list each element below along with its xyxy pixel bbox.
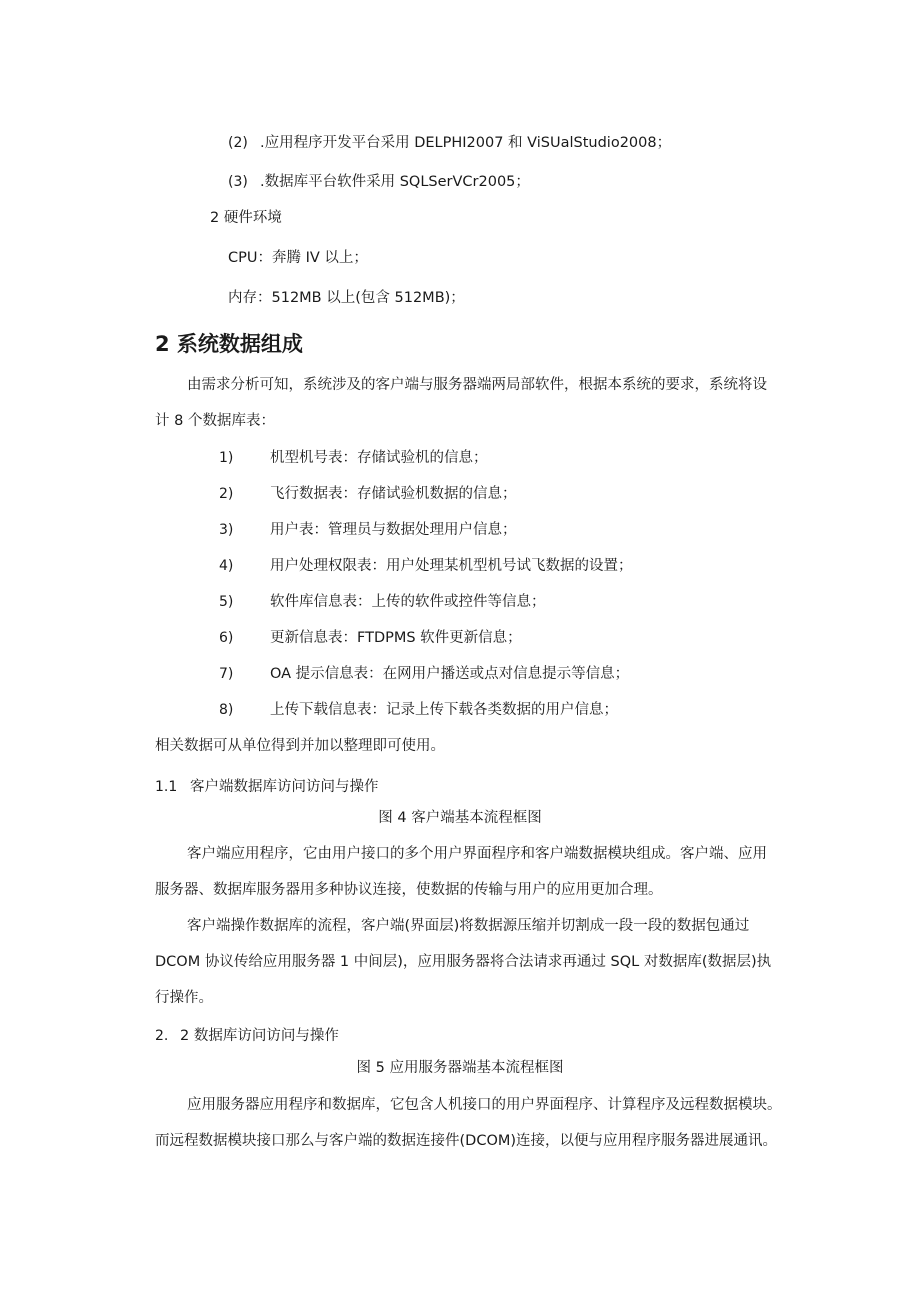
software-item-db-platform: .数据库平台软件采用 SQLSerVCr2005； xyxy=(260,174,530,190)
list-number: 3) xyxy=(219,522,234,538)
intro-paragraph-line: 由需求分析可知，系统涉及的客户端与服务器端两局部软件，根据本系统的要求，系统将设 xyxy=(187,377,767,393)
closing-line: 相关数据可从单位得到并加以整理即可使用。 xyxy=(155,738,445,754)
table-list-item: 机型机号表：存储试验机的信息； xyxy=(270,450,488,466)
paragraph-line: 客户端操作数据库的流程，客户端(界面层)将数据源压缩并切割成一段一段的数据包通过 xyxy=(187,918,750,934)
list-number: 6) xyxy=(219,630,234,646)
table-list-item: 用户处理权限表：用户处理某机型机号试飞数据的设置； xyxy=(270,558,633,574)
section-title: 2 系统数据组成 xyxy=(155,332,303,356)
figure-caption: 图 4 客户端基本流程框图 xyxy=(378,810,542,826)
table-list-item: 上传下载信息表：记录上传下载各类数据的用户信息； xyxy=(270,702,618,718)
hardware-memory: 内存：512MB 以上(包含 512MB)； xyxy=(228,290,465,306)
table-list-item: 软件库信息表：上传的软件或控件等信息； xyxy=(270,594,546,610)
table-list-item: OA 提示信息表：在网用户播送或点对信息提示等信息； xyxy=(270,666,630,682)
list-number: (2) xyxy=(228,135,248,151)
intro-paragraph-line: 计 8 个数据库表： xyxy=(155,413,275,429)
paragraph-line: 应用服务器应用程序和数据库，它包含人机接口的用户界面程序、计算程序及远程数据模块。 xyxy=(187,1097,782,1113)
paragraph-line: 而远程数据模块接口那么与客户端的数据连接件(DCOM)连接，以便与应用程序服务器进展通讯。 xyxy=(155,1133,778,1149)
subsection-number: 1.1 xyxy=(155,779,178,795)
list-number: (3) xyxy=(228,174,248,190)
figure-caption: 图 5 应用服务器端基本流程框图 xyxy=(356,1060,564,1076)
subsection-title: 客户端数据库访问访问与操作 xyxy=(190,779,379,795)
list-number: 7) xyxy=(219,666,234,682)
paragraph-line: 客户端应用程序，它由用户接口的多个用户界面程序和客户端数据模块组成。客户端、应用 xyxy=(187,846,767,862)
list-number: 4) xyxy=(219,558,234,574)
list-number: 8) xyxy=(219,702,234,718)
paragraph-line: 服务器、数据库服务器用多种协议连接，使数据的传输与用户的应用更加合理。 xyxy=(155,882,663,898)
list-number: 2) xyxy=(219,486,234,502)
hardware-cpu: CPU：奔腾 IV 以上； xyxy=(228,250,368,266)
table-list-item: 用户表：管理员与数据处理用户信息； xyxy=(270,522,517,538)
subsection-number: 2. xyxy=(155,1028,169,1044)
subsection-title: 2 数据库访问访问与操作 xyxy=(180,1028,339,1044)
table-list-item: 飞行数据表：存储试验机数据的信息； xyxy=(270,486,517,502)
software-item-app-platform: .应用程序开发平台采用 DELPHI2007 和 ViSUalStudio2008； xyxy=(260,135,672,151)
table-list-item: 更新信息表：FTDPMS 软件更新信息； xyxy=(270,630,522,646)
list-number: 1) xyxy=(219,450,234,466)
hardware-heading: 2 硬件环境 xyxy=(210,210,282,226)
paragraph-line: 行操作。 xyxy=(155,990,213,1006)
paragraph-line: DCOM 协议传给应用服务器 1 中间层)，应用服务器将合法请求再通过 SQL 对数据库(数据层)执 xyxy=(155,954,772,970)
list-number: 5) xyxy=(219,594,234,610)
